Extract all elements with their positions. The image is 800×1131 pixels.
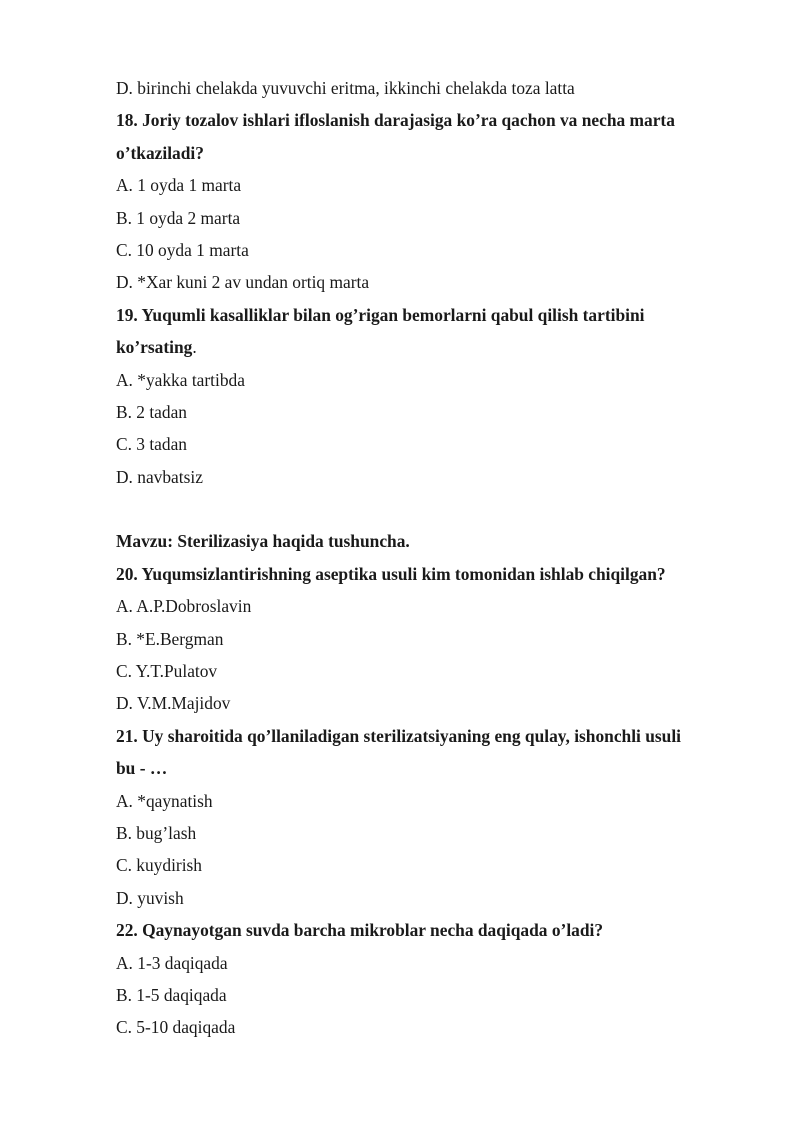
- answer-option: [116, 979, 756, 1011]
- question-text: Mavzu: Sterilizasiya haqida tushuncha.: [116, 531, 410, 552]
- option-text: B. bug’lash: [116, 822, 197, 843]
- answer-option: [116, 1011, 756, 1043]
- question-text: 22. Qaynayotgan suvda barcha mikroblar necha daqiqada o’ladi?: [116, 920, 604, 941]
- answer-option: [116, 202, 756, 234]
- option-text: A. A.P.Dobroslavin: [116, 596, 252, 617]
- answer-option: [116, 461, 756, 493]
- option-text: C. 3 tadan: [116, 434, 187, 455]
- answer-option: [116, 396, 756, 428]
- question-text: 20. Yuqumsizlantirishning aseptika usuli kim tomonidan ishlab chiqilgan?: [116, 563, 666, 584]
- question-text: o’tkaziladi?: [116, 142, 204, 163]
- answer-option: [116, 169, 756, 201]
- option-text: A. 1-3 daqiqada: [116, 952, 228, 973]
- question-text: 21. Uy sharoitida qo’llaniladigan sterilizatsiyaning eng qulay, ishonchli usuli: [116, 725, 682, 746]
- question-line: [116, 525, 756, 557]
- answer-option: [116, 266, 756, 298]
- answer-option: [116, 428, 756, 460]
- answer-option: [116, 364, 756, 396]
- option-text: B. 1-5 daqiqada: [116, 984, 227, 1005]
- option-text: A. 1 oyda 1 marta: [116, 175, 242, 196]
- question-text: 19. Yuqumli kasalliklar bilan og’rigan bemorlarni qabul qilish tartibini: [116, 304, 645, 325]
- option-text: C. Y.T.Pulatov: [116, 661, 218, 682]
- option-text: B. 2 tadan: [116, 401, 187, 422]
- blank-line: [116, 493, 756, 525]
- question-line: [116, 558, 756, 590]
- option-text: B. 1 oyda 2 marta: [116, 207, 241, 228]
- question-text: bu - …: [116, 758, 168, 779]
- option-text: C. 10 oyda 1 marta: [116, 239, 249, 260]
- answer-option: [116, 785, 756, 817]
- answer-option: [116, 234, 756, 266]
- document-body: [116, 72, 756, 1044]
- question-line: [116, 299, 756, 331]
- question-text: 18. Joriy tozalov ishlari ifloslanish darajasiga ko’ra qachon va necha marta: [116, 110, 675, 131]
- option-text: D. birinchi chelakda yuvuvchi eritma, ikkinchi chelakda toza latta: [116, 78, 575, 98]
- question-line: [116, 752, 756, 784]
- answer-option: [116, 655, 756, 687]
- option-text: D. V.M.Majidov: [116, 693, 231, 714]
- question-line: [116, 720, 756, 752]
- option-text: D. *Xar kuni 2 av undan ortiq marta: [116, 272, 370, 293]
- question-line: [116, 914, 756, 946]
- option-text: D. navbatsiz: [116, 466, 203, 487]
- option-text: A. *yakka tartibda: [116, 369, 245, 390]
- answer-option: [116, 590, 756, 622]
- answer-option: [116, 817, 756, 849]
- answer-option: [116, 849, 756, 881]
- punctuation: .: [192, 337, 197, 358]
- question-line: [116, 331, 756, 363]
- answer-option: [116, 947, 756, 979]
- question-line: [116, 104, 756, 136]
- question-line: [116, 137, 756, 169]
- question-text: ko’rsating: [116, 337, 193, 358]
- option-text: C. kuydirish: [116, 855, 202, 876]
- answer-option: [116, 882, 756, 914]
- answer-option: [116, 687, 756, 719]
- answer-option: [116, 623, 756, 655]
- option-text: B. *E.Bergman: [116, 628, 224, 649]
- option-text: C. 5-10 daqiqada: [116, 1017, 236, 1038]
- answer-option: [116, 72, 756, 104]
- option-text: D. yuvish: [116, 887, 184, 908]
- option-text: A. *qaynatish: [116, 790, 213, 811]
